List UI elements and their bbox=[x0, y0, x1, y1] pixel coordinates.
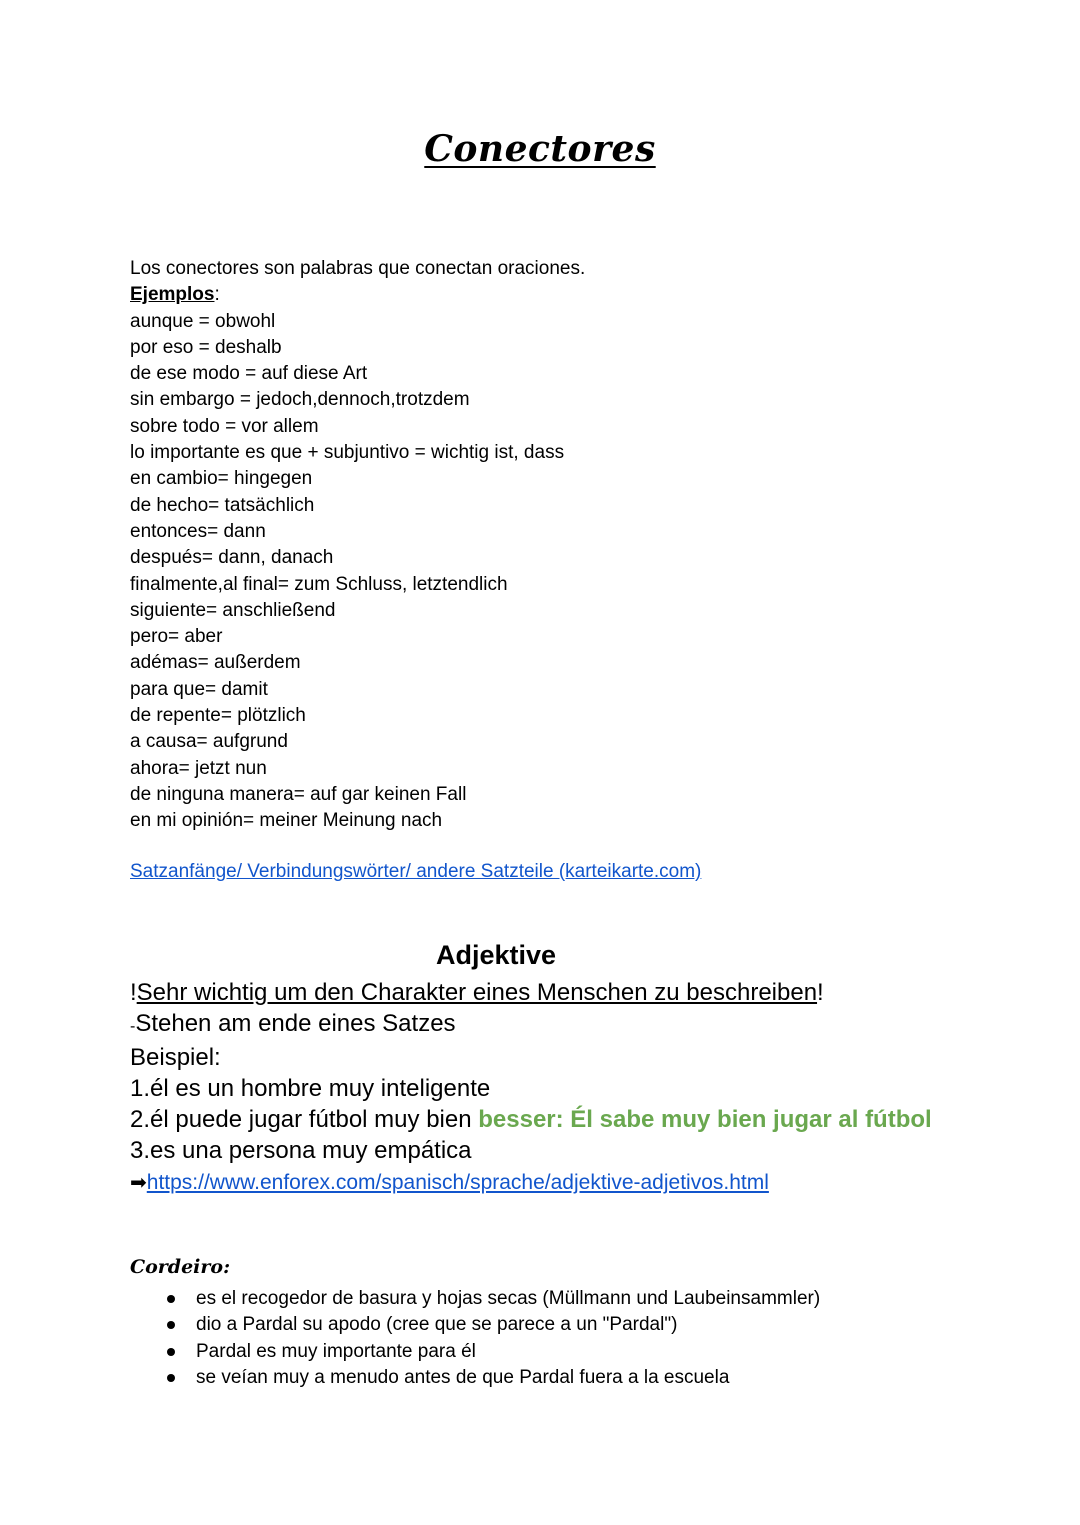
list-item bbox=[162, 1312, 820, 1338]
example-label: Beispiel: bbox=[130, 1044, 221, 1071]
connector-item: a causa= aufgrund bbox=[130, 731, 288, 753]
important-text: Sehr wichtig um den Charakter eines Menschen zu beschreiben bbox=[136, 979, 818, 1006]
position-dash: - bbox=[130, 1018, 136, 1035]
enforex-link[interactable]: https://www.enforex.com/spanisch/sprache/adjektive-adjetivos.html bbox=[146, 1171, 769, 1194]
important-suffix: ! bbox=[817, 979, 824, 1006]
page-title: Conectores bbox=[424, 128, 656, 170]
example-2-better: besser: Él sabe muy bien jugar al fútbol bbox=[478, 1106, 932, 1133]
example-1: 1.él es un hombre muy inteligente bbox=[130, 1075, 491, 1102]
connector-item: de repente= plötzlich bbox=[130, 705, 306, 727]
intro-sentence: Los conectores son palabras que conectan oraciones. bbox=[130, 258, 586, 279]
adjektive-section bbox=[130, 977, 932, 1199]
connector-list bbox=[130, 309, 585, 835]
list-item-text: es el recogedor de basura y hojas secas (Müllmann und Laubeinsammler) bbox=[196, 1288, 821, 1309]
connector-item: siguiente= anschließend bbox=[130, 599, 336, 621]
connector-item: en mi opinión= meiner Meinung nach bbox=[130, 810, 443, 832]
position-note-text: Stehen am ende eines Satzes bbox=[135, 1010, 456, 1037]
bullet-icon bbox=[167, 1374, 175, 1382]
connector-item: para que= damit bbox=[130, 678, 268, 700]
example-2 bbox=[130, 1104, 932, 1135]
example-3: 3.es una persona muy empática bbox=[130, 1137, 472, 1164]
important-note bbox=[130, 977, 932, 1008]
position-note bbox=[130, 1008, 932, 1042]
connector-item: adémas= außerdem bbox=[130, 652, 301, 674]
bullet-icon bbox=[167, 1348, 175, 1356]
connector-item: lo importante es que + subjuntivo = wichtig ist, dass bbox=[130, 442, 565, 464]
connector-item: entonces= dann bbox=[130, 520, 266, 542]
connector-item: aunque = obwohl bbox=[130, 310, 276, 332]
list-item bbox=[162, 1365, 820, 1391]
list-item bbox=[162, 1339, 820, 1365]
connector-item: en cambio= hingegen bbox=[130, 468, 313, 490]
list-item-text: Pardal es muy importante para él bbox=[196, 1340, 476, 1362]
connector-item: de ninguna manera= auf gar keinen Fall bbox=[130, 783, 467, 805]
adjektive-url-line bbox=[130, 1166, 932, 1199]
list-item-text: se veían muy a menudo antes de que Pardal fuera a la escuela bbox=[196, 1367, 730, 1389]
list-item bbox=[162, 1286, 820, 1312]
connector-item: ahora= jetzt nun bbox=[130, 757, 267, 779]
cordeiro-label: Cordeiro: bbox=[130, 1256, 231, 1278]
bullet-icon bbox=[167, 1295, 175, 1303]
connector-item: de ese modo = auf diese Art bbox=[130, 363, 368, 385]
connector-item: finalmente,al final= zum Schluss, letztendlich bbox=[130, 573, 508, 595]
examples-label: Ejemplos bbox=[130, 284, 215, 306]
karteikarte-link[interactable]: Satzanfänge/ Verbindungswörter/ andere Satzteile (karteikarte.com) bbox=[130, 861, 702, 882]
connector-item: pero= aber bbox=[130, 626, 223, 648]
examples-heading bbox=[130, 282, 585, 308]
intro-section bbox=[130, 256, 585, 835]
list-item-text: dio a Pardal su apodo (cree que se parece a un "Pardal") bbox=[196, 1314, 678, 1336]
connector-item: después= dann, danach bbox=[130, 547, 334, 569]
connector-item: sobre todo = vor allem bbox=[130, 415, 319, 437]
examples-colon: : bbox=[214, 284, 220, 306]
adjektive-heading: Adjektive bbox=[436, 940, 557, 970]
cordeiro-list bbox=[162, 1286, 820, 1392]
connector-item: por eso = deshalb bbox=[130, 336, 282, 358]
connector-item: de hecho= tatsächlich bbox=[130, 494, 315, 516]
connector-item: sin embargo = jedoch,dennoch,trotzdem bbox=[130, 389, 470, 411]
arrow-right-icon: ➡ bbox=[130, 1172, 147, 1194]
example-2-text: 2.él puede jugar fútbol muy bien bbox=[130, 1106, 472, 1133]
bullet-icon bbox=[167, 1321, 175, 1329]
important-prefix: ! bbox=[130, 979, 137, 1006]
